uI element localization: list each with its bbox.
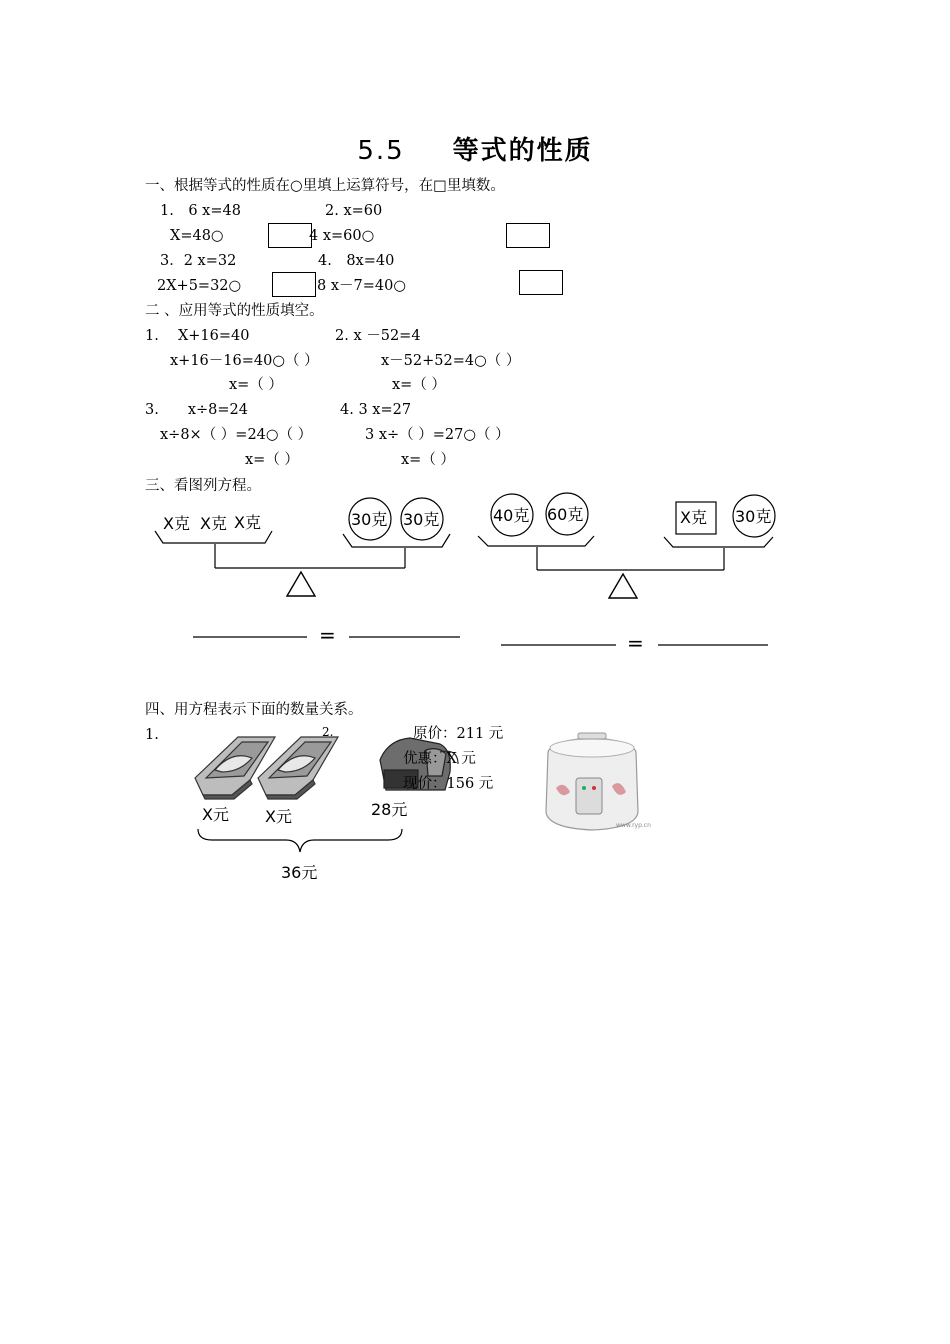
s4-q2-discount: 优惠：X 元 [403, 751, 476, 767]
section3-heading: 三、看图列方程。 [145, 478, 261, 494]
title-text: 等式的性质 [452, 136, 593, 166]
s4-q1-total: 36元 [281, 863, 318, 882]
s4-q1-number: 1. [145, 727, 159, 743]
s4-q2-original-price: 原价：211 元 [413, 726, 504, 742]
s2-q2-step: x－52+52=4○（ ） [381, 353, 521, 369]
balance2-right-weight-2: 30克 [735, 507, 772, 526]
s2-q3-equation: 3. x÷8=24 [145, 402, 248, 418]
balance1-right-weight-2: 30克 [403, 510, 440, 529]
fulcrum-triangle-2 [609, 574, 637, 598]
section1-heading: 一、根据等式的性质在○里填上运算符号，在□里填数。 [145, 178, 505, 194]
title-number: 5.5 [357, 136, 405, 166]
s4-q1-price-1: X元 [202, 805, 229, 824]
s2-q1-equation: 1. X+16=40 [145, 328, 250, 344]
s4-q1-price-2: X元 [265, 807, 292, 826]
balance1-left-weight-2: X克 [200, 514, 227, 533]
balance1-left-weight-1: X克 [163, 514, 190, 533]
balance2-equals-sign: = [627, 631, 644, 655]
rice-cooker-image [546, 733, 638, 830]
balance1-left-weight-3: X克 [234, 513, 261, 532]
s2-q1-answer: x=（ ） [229, 377, 283, 393]
s2-q2-answer: x=（ ） [392, 377, 446, 393]
s4-q2-current-price: 现价：156 元 [403, 776, 494, 792]
rice-cooker-watermark: www.ryp.cn [616, 822, 651, 829]
balance2-right-weight-1: X克 [680, 508, 707, 527]
s1-q4-step: 8 x－7=40○ [317, 278, 406, 294]
balance1-right-weight-1: 30克 [351, 510, 388, 529]
balance2-left-weight-2: 60克 [547, 505, 584, 524]
section2-heading: 二 、应用等式的性质填空。 [145, 303, 324, 319]
s2-q3-step: x÷8×（ ）=24○（ ） [160, 427, 313, 443]
s1-q2-equation: 2. x=60 [325, 203, 383, 219]
s2-q4-equation: 4. 3 x=27 [340, 402, 412, 418]
balance1-equals-sign: = [319, 623, 336, 647]
balance2-left-weight-1: 40克 [493, 506, 530, 525]
s2-q4-step: 3 x÷（ ）=27○（ ） [365, 427, 510, 443]
fulcrum-triangle-1 [287, 572, 315, 596]
section4-heading: 四、用方程表示下面的数量关系。 [145, 702, 363, 718]
s4-q1-price-3: 28元 [371, 800, 408, 819]
s1-q1-equation: 1. 6 x=48 [160, 203, 241, 219]
s1-q3-equation: 3．2 x=32 [160, 253, 237, 269]
s2-q3-answer: x=（ ） [245, 452, 299, 468]
s2-q1-step: x+16－16=40○（ ） [170, 353, 319, 369]
s2-q2-equation: 2. x －52=4 [335, 328, 421, 344]
s2-q4-answer: x=（ ） [401, 452, 455, 468]
s1-q2-step: 4 x=60○ [309, 228, 375, 244]
s4-q2-number: 2. [322, 725, 334, 739]
s1-q3-step: 2X+5=32○ [157, 278, 242, 294]
s1-q1-step: X=48○ [170, 228, 224, 244]
s1-q4-equation: 4. 8x=40 [318, 253, 395, 269]
total-brace [198, 829, 402, 852]
